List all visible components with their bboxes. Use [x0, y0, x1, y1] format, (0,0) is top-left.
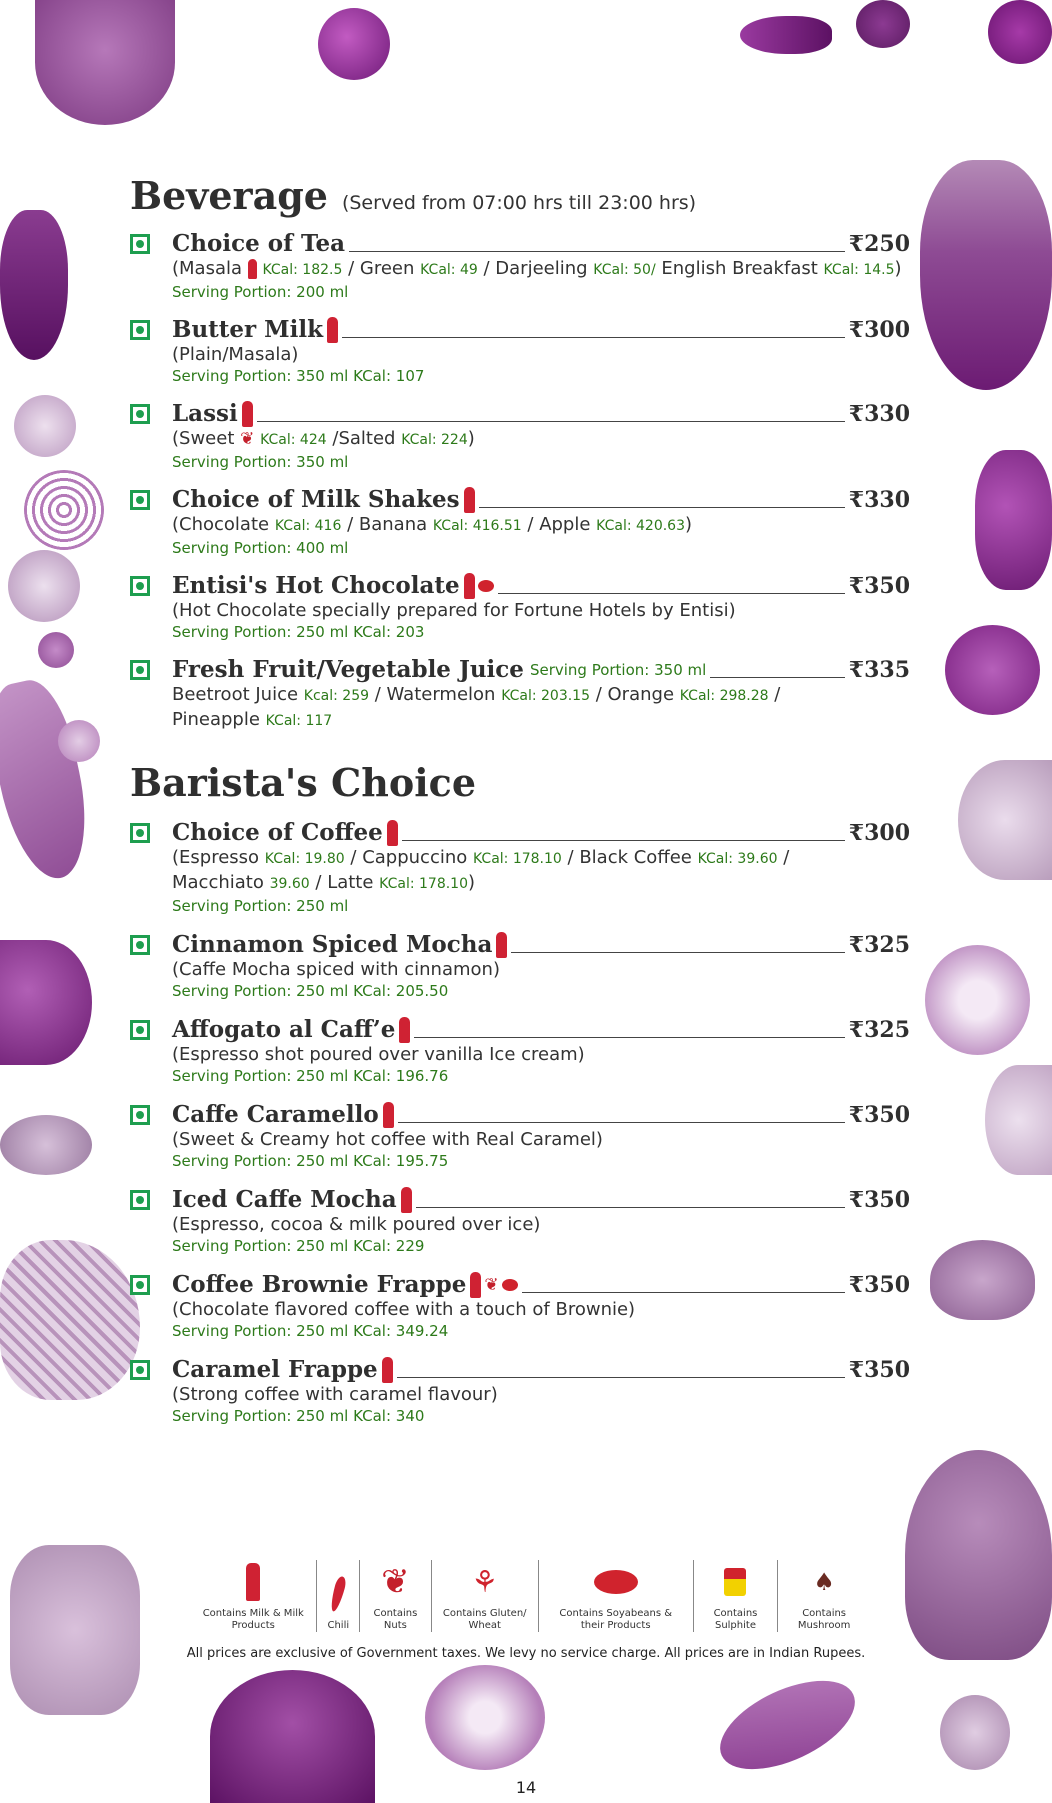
legend-label: Contains Mushroom — [797, 1608, 851, 1631]
onion-illustration — [318, 8, 390, 80]
soy-icon — [502, 1279, 518, 1291]
item-description: (Espresso, cocoa & milk poured over ice) — [172, 1214, 541, 1235]
item-price: ₹300 — [848, 316, 910, 343]
item-description: (Hot Chocolate specially prepared for Fortune Hotels by Entisi) — [172, 600, 736, 621]
item-price: ₹300 — [848, 819, 910, 846]
leader-line — [342, 337, 845, 338]
legend-label: Contains Sulphite — [713, 1608, 758, 1631]
cabbage-illustration — [958, 760, 1052, 880]
bell-pepper-illustration — [975, 450, 1052, 590]
allergen-icons — [399, 1017, 410, 1043]
cucumber-illustration — [707, 1663, 868, 1788]
milk-icon — [387, 820, 398, 846]
chili-icon — [333, 1572, 343, 1616]
soy-icon — [478, 580, 494, 592]
item-name: Entisi's Hot Chocolate — [172, 572, 460, 599]
item-description: (Sweet & Creamy hot coffee with Real Caramel) — [172, 1129, 603, 1150]
barista-list — [130, 819, 910, 1426]
item-description: Beetroot Juice Kcal: 259 / Watermelon KCal: 203.15 / Orange KCal: 298.28 / Pineapple KCal: 117 — [172, 684, 781, 730]
pumpkin-illustration — [0, 940, 92, 1065]
item-price: ₹350 — [848, 1271, 910, 1298]
veg-mark-icon — [130, 1190, 150, 1210]
tomato-illustration — [945, 625, 1040, 715]
legend-item — [360, 1560, 432, 1632]
milk-icon — [327, 317, 338, 343]
milk-icon — [401, 1187, 412, 1213]
item-serving: Serving Portion: 250 ml KCal: 340 — [172, 1407, 425, 1425]
carrot-slice-illustration — [58, 720, 100, 762]
item-price: ₹250 — [848, 230, 910, 257]
item-serving: Serving Portion: 250 ml KCal: 229 — [172, 1237, 425, 1255]
legend-label: Contains Gluten/ Wheat — [442, 1608, 527, 1631]
pepper-slice-illustration — [925, 945, 1030, 1055]
leader-line — [710, 677, 844, 678]
onion-slice-illustration — [24, 470, 104, 550]
item-name: Caramel Frappe — [172, 1356, 378, 1383]
veg-mark-icon — [130, 404, 150, 424]
menu-item — [130, 1016, 910, 1086]
veg-mark-icon — [130, 1105, 150, 1125]
beverage-title: Beverage (Served from 07:00 hrs till 23:00 hrs) — [130, 173, 697, 218]
legend-label: Chili — [327, 1620, 350, 1631]
item-serving: Serving Portion: 350 ml KCal: 107 — [172, 367, 425, 385]
legend-item — [539, 1560, 694, 1632]
mushroom-icon: ♠ — [813, 1568, 835, 1596]
item-name: Iced Caffe Mocha — [172, 1186, 397, 1213]
page-number: 14 — [515, 1778, 537, 1797]
wheat-icon: ⚘ — [471, 1564, 499, 1600]
item-serving: Serving Portion: 250 ml — [172, 897, 349, 915]
veg-mark-icon — [130, 1275, 150, 1295]
item-price: ₹330 — [848, 400, 910, 427]
carrot-illustration — [0, 674, 100, 886]
legend-item — [778, 1560, 870, 1632]
item-serving: Serving Portion: 250 ml KCal: 195.75 — [172, 1152, 449, 1170]
menu-item — [130, 1101, 910, 1171]
item-name: Choice of Coffee — [172, 819, 383, 846]
menu-item — [130, 1186, 910, 1256]
item-serving: Serving Portion: 250 ml KCal: 196.76 — [172, 1067, 449, 1085]
item-name: Butter Milk — [172, 316, 324, 343]
allergen-icons — [401, 1187, 412, 1213]
menu-item — [130, 656, 910, 733]
broccoli-illustration — [905, 1450, 1052, 1660]
legend-item — [694, 1560, 779, 1632]
milk-icon — [464, 573, 475, 599]
milk-icon — [470, 1272, 481, 1298]
allergen-icons — [327, 317, 338, 343]
menu-item — [130, 230, 910, 302]
legend-item — [190, 1560, 317, 1632]
sulphite-icon — [724, 1560, 746, 1604]
item-name: Affogato al Caff’e — [172, 1016, 396, 1043]
allergen-icons — [464, 573, 494, 599]
item-description: (Espresso KCal: 19.80 / Cappuccino KCal: 178.10 / Black Coffee KCal: 39.60 / Macchiato 39.60 / Latte KCal: 178.10) — [172, 847, 790, 893]
capsicum-illustration — [985, 1065, 1052, 1175]
leader-line — [402, 840, 845, 841]
item-description: (Strong coffee with caramel flavour) — [172, 1384, 498, 1405]
legend-item — [432, 1560, 539, 1632]
item-serving: Serving Portion: 350 ml — [172, 453, 349, 471]
item-price: ₹330 — [848, 486, 910, 513]
allergen-icons — [470, 1272, 517, 1298]
menu-item — [130, 931, 910, 1001]
allergen-legend — [190, 1560, 870, 1632]
item-description: (Espresso shot poured over vanilla Ice cream) — [172, 1044, 585, 1065]
menu-item — [130, 486, 910, 558]
eggplant-illustration — [740, 16, 832, 54]
leader-line — [397, 1377, 845, 1378]
mushroom-illustration — [0, 1115, 92, 1175]
peas-illustration — [930, 1240, 1035, 1320]
milk-icon — [246, 1560, 260, 1604]
item-description: (Caffe Mocha spiced with cinnamon) — [172, 959, 500, 980]
leader-line — [498, 593, 845, 594]
item-name: Fresh Fruit/Vegetable Juice — [172, 656, 524, 683]
item-serving-inline: Serving Portion: 350 ml — [529, 660, 707, 679]
garlic-illustration — [14, 395, 76, 457]
allergen-icons — [464, 487, 475, 513]
beverage-section — [130, 173, 910, 747]
allergen-icons — [383, 1102, 394, 1128]
menu-item — [130, 572, 910, 642]
barista-section — [130, 760, 910, 1441]
item-price: ₹350 — [848, 1356, 910, 1383]
beetroot-illustration — [920, 160, 1052, 390]
milk-icon — [242, 401, 253, 427]
allergen-icons — [387, 820, 398, 846]
bottom-mushroom-illustration — [940, 1695, 1010, 1770]
allergen-icons — [382, 1357, 393, 1383]
milk-icon — [382, 1357, 393, 1383]
leader-line — [414, 1037, 844, 1038]
menu-item — [130, 400, 910, 472]
leader-line — [511, 952, 844, 953]
item-name: Coffee Brownie Frappe — [172, 1271, 467, 1298]
item-serving: Serving Portion: 200 ml — [172, 283, 349, 301]
legend-label: Contains Nuts — [373, 1608, 418, 1631]
veg-mark-icon — [130, 1020, 150, 1040]
fig-illustration — [856, 0, 910, 48]
corn-illustration — [0, 1240, 140, 1400]
item-price: ₹350 — [848, 1101, 910, 1128]
menu-item — [130, 316, 910, 386]
cauliflower-illustration — [35, 0, 175, 125]
nuts-icon: ❦ — [484, 1274, 499, 1295]
item-serving: Serving Portion: 250 ml KCal: 349.24 — [172, 1322, 449, 1340]
veg-mark-icon — [130, 576, 150, 596]
item-description: (Chocolate KCal: 416 / Banana KCal: 416.51 / Apple KCal: 420.63) — [172, 514, 693, 535]
item-name: Cinnamon Spiced Mocha — [172, 931, 493, 958]
milk-icon — [464, 487, 475, 513]
veg-mark-icon — [130, 234, 150, 254]
leader-line — [416, 1207, 845, 1208]
price-footnote: All prices are exclusive of Government taxes. We levy no service charge. All prices are in Indian Rupees. — [186, 1646, 866, 1661]
item-price: ₹325 — [848, 1016, 910, 1043]
veg-mark-icon — [130, 490, 150, 510]
item-serving: Serving Portion: 250 ml KCal: 205.50 — [172, 982, 449, 1000]
barista-title: Barista's Choice — [130, 760, 476, 805]
menu-item — [130, 1356, 910, 1426]
item-price: ₹350 — [848, 572, 910, 599]
milk-icon — [399, 1017, 410, 1043]
beverage-hours: (Served from 07:00 hrs till 23:00 hrs) — [341, 192, 697, 214]
item-price: ₹335 — [848, 656, 910, 683]
item-name: Choice of Milk Shakes — [172, 486, 460, 513]
veg-mark-icon — [130, 823, 150, 843]
nuts-icon: ❦ — [381, 1562, 410, 1602]
legend-item — [317, 1560, 360, 1632]
bottom-pepper-illustration — [425, 1665, 545, 1770]
veg-mark-icon — [130, 935, 150, 955]
item-description: (Chocolate flavored coffee with a touch of Brownie) — [172, 1299, 636, 1320]
veg-mark-icon — [130, 320, 150, 340]
milk-icon — [383, 1102, 394, 1128]
legend-label: Contains Soyabeans & their Products — [559, 1608, 673, 1631]
item-name: Choice of Tea — [172, 230, 346, 257]
item-name: Lassi — [172, 400, 238, 427]
shallot-illustration — [8, 550, 80, 622]
leader-line — [398, 1122, 845, 1123]
veg-mark-icon — [130, 1360, 150, 1380]
menu-item — [130, 1271, 910, 1341]
menu-item — [130, 819, 910, 916]
leader-line — [479, 507, 845, 508]
legend-label: Contains Milk & Milk Products — [202, 1608, 304, 1631]
item-description: (Masala KCal: 182.5 / Green KCal: 49 / Darjeeling KCal: 50/ English Breakfast KCal: 14.5) — [172, 258, 902, 279]
allergen-icons — [242, 401, 253, 427]
leader-line — [522, 1292, 845, 1293]
beet-illustration — [988, 0, 1052, 64]
soy-icon — [594, 1560, 638, 1604]
allergen-icons — [496, 932, 507, 958]
milk-icon — [496, 932, 507, 958]
beverage-list — [130, 230, 910, 733]
eggplant-left-illustration — [0, 210, 68, 360]
item-price: ₹350 — [848, 1186, 910, 1213]
leader-line — [349, 251, 845, 252]
item-serving: Serving Portion: 400 ml — [172, 539, 349, 557]
item-name: Caffe Caramello — [172, 1101, 379, 1128]
item-serving: Serving Portion: 250 ml KCal: 203 — [172, 623, 425, 641]
small-onion-illustration — [38, 632, 74, 668]
item-description: (Plain/Masala) — [172, 344, 299, 365]
veg-mark-icon — [130, 660, 150, 680]
item-price: ₹325 — [848, 931, 910, 958]
item-description: (Sweet ❦ KCal: 424 /Salted KCal: 224) — [172, 428, 475, 449]
herbs-illustration — [10, 1545, 140, 1715]
leader-line — [257, 421, 845, 422]
